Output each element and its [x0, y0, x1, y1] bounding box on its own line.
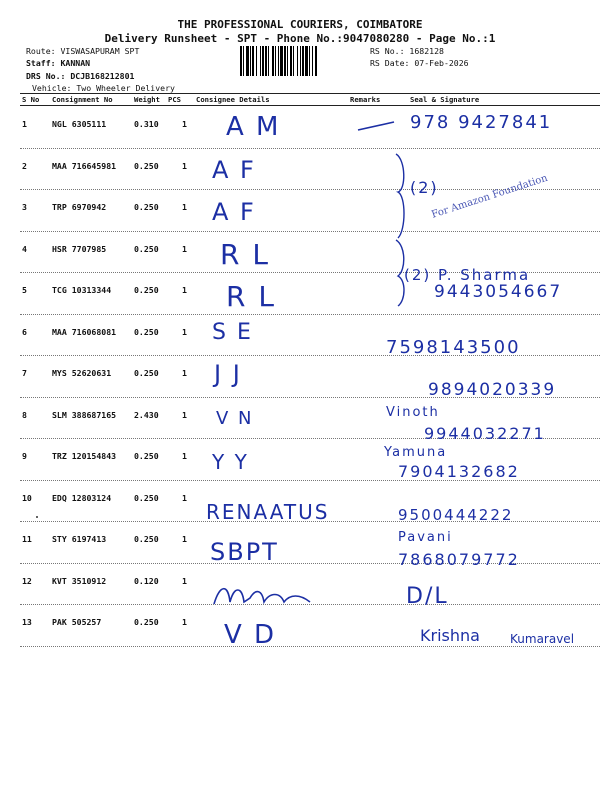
row-pcs: 1 [182, 160, 187, 171]
row-consignment-no: NGL 6305111 [52, 119, 107, 129]
handwritten-initials-row2: A F [212, 156, 256, 184]
handwritten-initials-row8: V N [216, 408, 254, 429]
table-row [20, 189, 600, 231]
row-pcs: 1 [182, 285, 187, 295]
row-consignment-no: SLM 388687165 [52, 409, 117, 420]
row-pcs: 1 [182, 326, 187, 337]
row-sno: 11 [22, 534, 32, 544]
row-sno: 6 [22, 326, 27, 337]
row-pcs: 1 [182, 202, 187, 212]
signature-row6: 7598143500 [386, 337, 521, 358]
signature-row10: 9500444222 [398, 506, 514, 524]
row-sno: 13 [22, 617, 32, 627]
handwritten-initials-row10: RENAATUS [206, 500, 330, 524]
col-weight: Weight [134, 95, 160, 104]
row-pcs: 1 [182, 575, 187, 586]
row-pcs: 1 [182, 119, 187, 129]
signature-row4: (2) P. Sharma [404, 266, 531, 284]
col-consignment: Consignment No [52, 95, 113, 104]
handwritten-initials-row6: S E [212, 320, 253, 345]
signature-row7: 9894020339 [428, 380, 557, 400]
row-consignment-no: EDQ 12803124 [52, 492, 112, 503]
handwritten-initials-row13: V D [224, 620, 277, 650]
route-label: Route: VISWASAPURAM SPT [26, 46, 140, 56]
row-sno: 5 [22, 285, 27, 295]
signature-row5: 9443054667 [434, 282, 563, 302]
handwritten-scribble-row12 [210, 578, 320, 614]
row-sno: 12 [22, 575, 32, 586]
row-consignment-no: TCG 10313344 [52, 285, 112, 295]
handwritten-initials-row7: J J [214, 360, 242, 388]
company-title: THE PROFESSIONAL COURIERS, COIMBATORE [177, 18, 423, 31]
barcode-bar [317, 46, 318, 76]
row-consignment-no: TRP 6970942 [52, 202, 107, 212]
drs-label: DRS No.: DCJB168212801 [26, 71, 135, 81]
rs-number: RS No.: 1682128 [370, 46, 444, 56]
barcode [240, 46, 364, 76]
table-top-rule [20, 93, 600, 94]
handwritten-initials-row11: SBPT [210, 538, 279, 566]
scan-speck [36, 516, 38, 518]
row-consignment-no: HSR 7707985 [52, 243, 107, 254]
signature-row9: 7904132682 [398, 462, 520, 481]
col-sno: S No [22, 95, 40, 104]
row-sno: 9 [22, 451, 27, 461]
row-sno: 2 [22, 160, 27, 171]
row-consignment-no: MYS 52620631 [52, 368, 112, 378]
amazon-foundation-stamp: For Amazon Foundation [430, 172, 550, 221]
signature-row9-name: Yamuna [384, 445, 448, 460]
signature-row8-name: Vinoth [386, 405, 440, 420]
handwritten-initials-row1: A M [226, 112, 281, 142]
col-consignee: Consignee Details [196, 95, 270, 104]
row-weight: 0.250 [134, 451, 159, 461]
signature-row8: 9944032271 [424, 424, 546, 443]
signature-row13: Krishna [420, 626, 480, 645]
row-consignment-no: STY 6197413 [52, 534, 107, 544]
signature-row11-name: Pavani [398, 530, 453, 545]
row-weight: 0.120 [134, 575, 159, 586]
row-sno: 8 [22, 409, 27, 420]
row-weight: 0.250 [134, 368, 159, 378]
row-consignment-no: MAA 716645981 [52, 160, 117, 171]
row-weight: 0.250 [134, 326, 159, 337]
vehicle-label: Vehicle: Two Wheeler Delivery [32, 83, 175, 93]
row-weight: 0.250 [134, 202, 159, 212]
row-consignment-no: PAK 505257 [52, 617, 102, 627]
row-weight: 2.430 [134, 409, 159, 420]
row-weight: 0.310 [134, 119, 159, 129]
col-seal-signature: Seal & Signature [410, 95, 480, 104]
staff-label: Staff: KANNAN [26, 58, 91, 68]
row-sno: 3 [22, 202, 27, 212]
row-consignment-no: MAA 716068081 [52, 326, 117, 337]
signature-row11: 7868079772 [398, 550, 520, 569]
row-consignment-no: TRZ 120154843 [52, 451, 117, 461]
handwritten-initials-row9: Y Y [212, 450, 249, 474]
row-pcs: 1 [182, 617, 187, 627]
row-weight: 0.250 [134, 617, 159, 627]
rs-date: RS Date: 07-Feb-2026 [370, 58, 469, 68]
handwritten-initials-row3: A F [212, 198, 256, 226]
col-remarks: Remarks [350, 95, 381, 104]
row-weight: 0.250 [134, 243, 159, 254]
row-weight: 0.250 [134, 285, 159, 295]
row-consignment-no: KVT 3510912 [52, 575, 107, 586]
row-pcs: 1 [182, 409, 187, 420]
row-sno: 7 [22, 368, 27, 378]
row-weight: 0.250 [134, 160, 159, 171]
row-sno: 4 [22, 243, 27, 254]
handwritten-initials-row4: R L [220, 238, 270, 271]
row-pcs: 1 [182, 368, 187, 378]
handwritten-initials-row5: R L [226, 280, 276, 313]
row-pcs: 1 [182, 451, 187, 461]
runsheet-subtitle: Delivery Runsheet - SPT - Phone No.:9047080280 - Page No.:1 [104, 32, 496, 45]
col-pcs: PCS [168, 95, 181, 104]
signature-row12: D/L [406, 584, 449, 609]
row-pcs: 1 [182, 534, 187, 544]
row-sno: 1 [22, 119, 27, 129]
signature-row13-name: Kumaravel [510, 632, 575, 646]
signature-row1: 978 9427841 [410, 112, 553, 133]
row-pcs: 1 [182, 243, 187, 254]
row-weight: 0.250 [134, 534, 159, 544]
row-sno: 10 [22, 492, 32, 503]
row-pcs: 1 [182, 492, 187, 503]
signature-row2: (2) [410, 178, 439, 197]
remarks-marks [350, 110, 410, 310]
row-weight: 0.250 [134, 492, 159, 503]
